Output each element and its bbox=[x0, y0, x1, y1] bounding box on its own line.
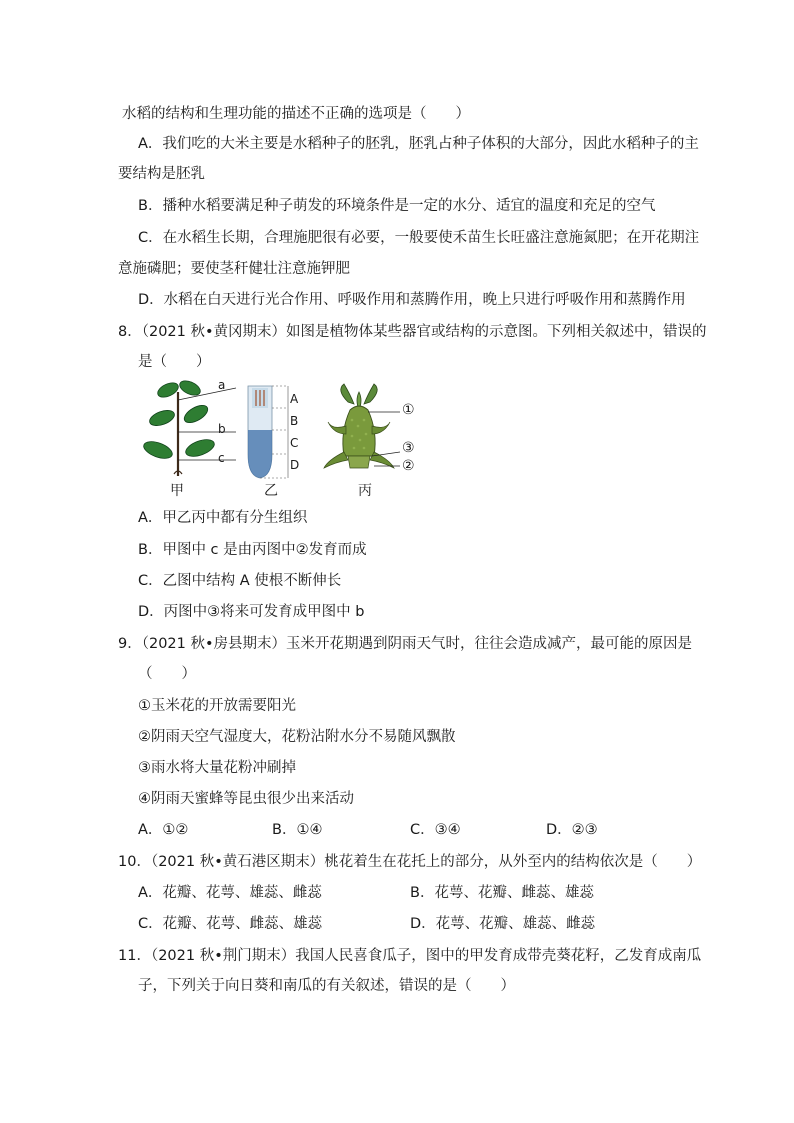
q10-option-b: B．花萼、花瓣、雌蕊、雄蕊 bbox=[410, 885, 594, 901]
q9-statement-4: ④阴雨天蜜蜂等昆虫很少出来活动 bbox=[138, 791, 354, 807]
q9-statement-3: ③雨水将大量花粉冲刷掉 bbox=[138, 760, 296, 776]
q8-option-a: A．甲乙丙中都有分生组织 bbox=[138, 510, 308, 526]
q7-stem-tail: 水稻的结构和生理功能的描述不正确的选项是（ ） bbox=[122, 106, 470, 122]
caption-jia: 甲 bbox=[170, 483, 184, 499]
q10-stem: 10．（2021 秋•黄石港区期末）桃花着生在花托上的部分，从外至内的结构依次是（ ） bbox=[118, 854, 702, 870]
q7-option-d: D．水稻在白天进行光合作用、呼吸作用和蒸腾作用，晚上只进行呼吸作用和蒸腾作用 bbox=[138, 292, 686, 308]
plant-shoot-illustration bbox=[138, 378, 248, 478]
q10-option-c: C．花瓣、花萼、雌蕊、雄蕊 bbox=[138, 916, 323, 932]
q8-stem-line1: 8．（2021 秋•黄冈期末）如图是植物体某些器官或结构的示意图。下列相关叙述中，错误的 bbox=[118, 324, 707, 340]
q11-stem-line1: 11．（2021 秋•荆门期末）我国人民喜食瓜子，图中的甲发育成带壳葵花籽，乙发育成南瓜 bbox=[118, 948, 702, 964]
label-C: C bbox=[290, 436, 299, 450]
bud-illustration bbox=[322, 382, 412, 482]
q8-option-b: B．甲图中 c 是由丙图中②发育而成 bbox=[138, 542, 367, 558]
q8-figure bbox=[130, 378, 430, 498]
q8-option-d: D．丙图中③将来可发育成甲图中 b bbox=[138, 604, 365, 620]
q9-option-c: C．③④ bbox=[410, 822, 461, 838]
q9-option-b: B．①④ bbox=[272, 822, 323, 838]
q8-stem-line2: 是（ ） bbox=[138, 354, 211, 370]
q9-statement-1: ①玉米花的开放需要阳光 bbox=[138, 698, 296, 714]
q7-option-c-line1: C．在水稻生长期，合理施肥很有必要，一般要使禾苗生长旺盛注意施氮肥；在开花期注 bbox=[138, 230, 700, 246]
caption-bing: 丙 bbox=[358, 483, 372, 499]
label-D: D bbox=[290, 458, 300, 472]
label-B: B bbox=[290, 414, 299, 428]
root-tip-illustration bbox=[244, 384, 294, 484]
q9-option-a: A．①② bbox=[138, 822, 189, 838]
q9-statement-2: ②阴雨天空气湿度大，花粉沾附水分不易随风飘散 bbox=[138, 729, 456, 745]
q9-option-d: D．②③ bbox=[546, 822, 598, 838]
caption-yi: 乙 bbox=[264, 483, 278, 499]
q9-stem-line1: 9．（2021 秋•房县期末）玉米开花期遇到阴雨天气时，往往会造成减产，最可能的原因是 bbox=[118, 636, 693, 652]
label-circled-1: ① bbox=[402, 402, 415, 418]
q9-stem-line2: （ ） bbox=[138, 666, 196, 682]
q8-option-c: C．乙图中结构 A 使根不断伸长 bbox=[138, 573, 342, 589]
label-circled-3: ③ bbox=[402, 440, 415, 456]
q7-option-a-line1: A．我们吃的大米主要是水稻种子的胚乳，胚乳占种子体积的大部分，因此水稻种子的主 bbox=[138, 136, 699, 152]
label-a: a bbox=[218, 378, 226, 392]
q11-stem-line2: 子，下列关于向日葵和南瓜的有关叙述，错误的是（ ） bbox=[138, 978, 515, 994]
q10-option-a: A．花瓣、花萼、雄蕊、雌蕊 bbox=[138, 885, 322, 901]
label-circled-2: ② bbox=[402, 458, 415, 474]
q10-option-d: D．花萼、花瓣、雄蕊、雌蕊 bbox=[410, 916, 596, 932]
label-A: A bbox=[290, 392, 299, 406]
label-c: c bbox=[218, 451, 225, 465]
q7-option-a-line2: 要结构是胚乳 bbox=[118, 166, 205, 182]
q7-option-b: B．播种水稻要满足种子萌发的环境条件是一定的水分、适宜的温度和充足的空气 bbox=[138, 198, 656, 214]
q7-option-c-line2: 意施磷肥；要使茎秆健壮注意施钾肥 bbox=[118, 261, 350, 277]
label-b: b bbox=[218, 422, 226, 436]
